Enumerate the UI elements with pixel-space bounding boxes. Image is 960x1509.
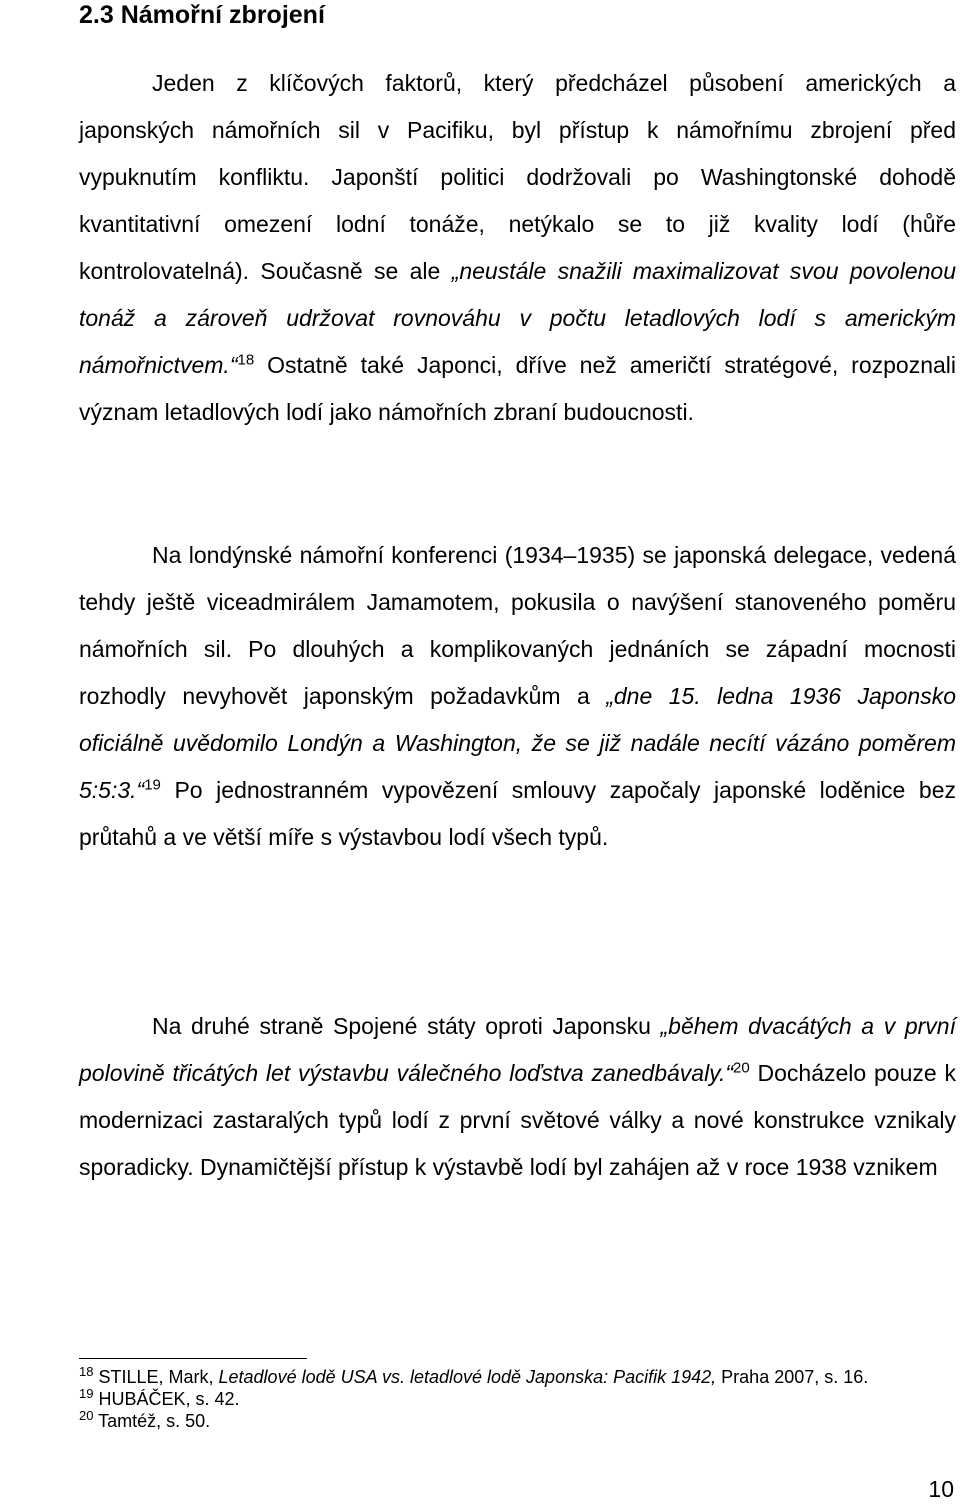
- paragraph-3-text-b: Docházelo pouze k modernizaci zastaralých typů lodí z první světové války a nové konstrukce vznikaly sporadicky. Dynamičtější přístup k výstavbě lodí byl zahájen až v roce 1938 vznikem: [79, 1060, 956, 1180]
- paragraph-3-text-a: Na druhé straně Spojené státy oproti Japonsku: [152, 1013, 661, 1039]
- page-number: 10: [928, 1476, 954, 1502]
- footnote-text: Tamtéž, s. 50.: [93, 1411, 211, 1431]
- paragraph-1-quote: „neustále snažili maximalizovat svou povolenou tonáž a zároveň udržovat rovnováhu v počtu letadlových lodí s americkým námořnictvem.“: [79, 258, 957, 378]
- footnote-text: STILLE, Mark,: [93, 1367, 219, 1387]
- footnote-ref-20[interactable]: 20: [733, 1059, 750, 1077]
- paragraph-2: [79, 532, 956, 861]
- footnotes: [79, 1366, 956, 1432]
- footnote-source-title: Letadlové lodě USA vs. letadlové lodě Japonska: Pacifik 1942,: [218, 1367, 717, 1387]
- footnote-ref-18[interactable]: 18: [237, 351, 255, 369]
- paragraph-3-quote: „během dvacátých a v první polovině třicátých let výstavbu válečného loďstva zanedbávaly.“: [79, 1013, 956, 1086]
- footnote-text: HUBÁČEK, s. 42.: [93, 1389, 240, 1409]
- paragraph-2-text-b: Po jednostranném vypovězení smlouvy započaly japonské loděnice bez průtahů a ve větší míře s výstavbou lodí všech typů.: [79, 777, 956, 850]
- footnote-separator: [79, 1358, 307, 1359]
- footnote-20: [79, 1410, 956, 1432]
- paragraph-1-text-b: Ostatně také Japonci, dříve než američtí stratégové, rozpoznali význam letadlových lodí jako námořních zbraní budoucnosti.: [79, 352, 956, 425]
- paragraph-1: [79, 60, 956, 436]
- paragraph-2-text-a: Na londýnské námořní konferenci (1934–1935) se japonská delegace, vedená tehdy ještě viceadmirálem Jamamotem, pokusila o navýšení stanoveného poměru námořních sil. Po dlouhých a komplikovaných jednáních se západní mocnosti rozhodly nevyhovět japonským požadavkům a: [79, 542, 956, 709]
- section-heading: 2.3 Námořní zbrojení: [79, 1, 325, 29]
- paragraph-3: [79, 1003, 956, 1191]
- footnote-19: [79, 1388, 956, 1410]
- footnote-18: [79, 1366, 956, 1388]
- paragraph-1-text-a: Jeden z klíčových faktorů, který předcházel působení amerických a japonských námořních sil v Pacifiku, byl přístup k námořnímu zbrojení před vypuknutím konfliktu. Japonští politici dodržovali po Washingtonské dohodě kvantitativní omezení lodní tonáže, netýkalo se to již kvality lodí (hůře kontrolovatelná). Současně se ale: [79, 70, 956, 284]
- footnote-ref-19[interactable]: 19: [144, 776, 161, 794]
- footnote-number: 20: [79, 1408, 94, 1423]
- footnote-number: 18: [79, 1364, 94, 1379]
- footnote-number: 19: [79, 1386, 94, 1401]
- paragraph-2-quote: „dne 15. ledna 1936 Japonsko oficiálně uvědomilo Londýn a Washington, že se již nadále necítí vázáno poměrem 5:5:3.“: [79, 683, 956, 803]
- footnote-text: Praha 2007, s. 16.: [716, 1367, 869, 1387]
